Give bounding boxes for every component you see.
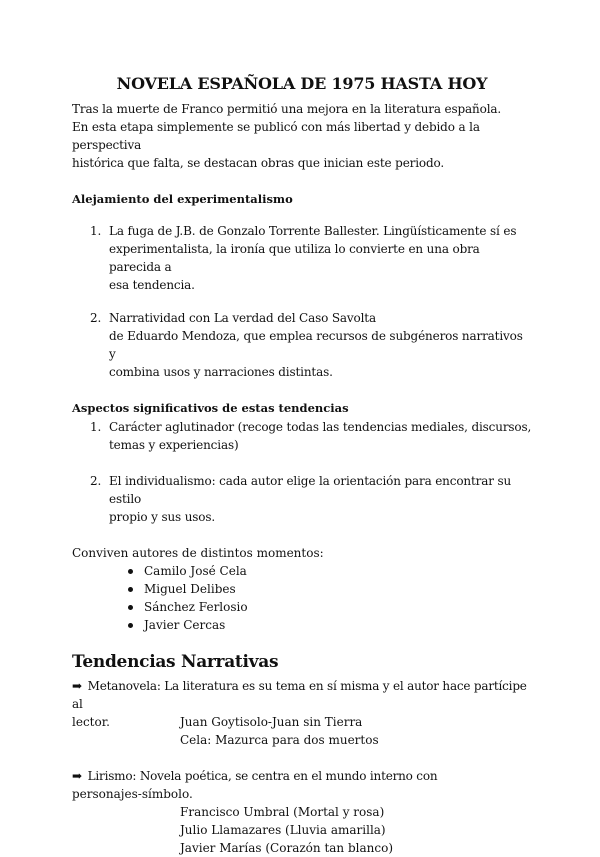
- lirismo-block: [72, 767, 532, 857]
- metanovela-block: [72, 677, 532, 749]
- work-item: Juan Goytisolo-Juan sin Tierra: [180, 715, 363, 729]
- intro-line: En esta etapa simplemente se publicó con más libertad y debido a la perspectiva: [72, 120, 480, 152]
- list-number: 1.: [90, 420, 102, 434]
- section-heading-tendencias: Tendencias Narrativas: [72, 652, 279, 672]
- aspectos-list: [72, 418, 532, 526]
- list-item-line: La fuga de J.B. de Gonzalo Torrente Ballester. Lingüísticamente sí es: [109, 224, 517, 238]
- author-item: [72, 598, 532, 616]
- intro-line: histórica que falta, se destacan obras que inician este periodo.: [72, 156, 445, 170]
- conviven-text: Conviven autores de distintos momentos:: [72, 546, 324, 560]
- lirismo-line: Lirismo: Novela poética, se centra en el mundo interno con: [87, 769, 438, 783]
- document-title: NOVELA ESPAÑOLA DE 1975 HASTA HOY: [116, 74, 488, 93]
- list-item-line: esa tendencia.: [109, 278, 195, 292]
- list-item-line: temas y experiencias): [109, 438, 239, 452]
- list-item-line: experimentalista, la ironía que utiliza lo convierte en una obra parecida a: [109, 242, 480, 274]
- list-item-line: combina usos y narraciones distintas.: [109, 365, 333, 379]
- list-item: [72, 472, 532, 526]
- intro-paragraph: [72, 100, 532, 172]
- list-number: 2.: [90, 311, 102, 325]
- authors-list: [72, 562, 532, 634]
- bullet-icon: [128, 569, 133, 574]
- list-item-line: Narratividad con La verdad del Caso Savolta: [109, 311, 376, 325]
- lirismo-line: personajes-símbolo.: [72, 787, 193, 801]
- experimentalismo-list: [72, 222, 532, 381]
- arrow-right-icon: ➡: [72, 679, 82, 693]
- list-item-line: Carácter aglutinador (recoge todas las tendencias mediales, discursos,: [109, 420, 532, 434]
- list-item: [72, 222, 532, 294]
- intro-line: Tras la muerte de Franco permitió una mejora en la literatura española.: [72, 102, 502, 116]
- list-item: [72, 418, 532, 454]
- list-item-line: El individualismo: cada autor elige la orientación para encontrar su estilo: [109, 474, 512, 506]
- document-page: [72, 72, 532, 857]
- list-item-line: de Eduardo Mendoza, que emplea recursos de subgéneros narrativos y: [109, 329, 523, 361]
- section-heading-experimentalismo: Alejamiento del experimentalismo: [72, 192, 293, 206]
- author-item: [72, 562, 532, 580]
- list-item-line: propio y sus usos.: [109, 510, 216, 524]
- section-heading-aspectos: Aspectos significativos de estas tendencias: [72, 401, 349, 415]
- author-item: [72, 580, 532, 598]
- work-item: Javier Marías (Corazón tan blanco): [180, 841, 393, 855]
- author-item: [72, 616, 532, 634]
- author-name: Sánchez Ferlosio: [144, 600, 248, 614]
- metanovela-line: Metanovela: La literatura es su tema en sí misma y el autor hace partícipe al: [72, 679, 527, 711]
- list-item: [72, 309, 532, 381]
- work-item: Francisco Umbral (Mortal y rosa): [180, 805, 385, 819]
- metanovela-lead: lector.: [72, 715, 110, 729]
- author-name: Camilo José Cela: [144, 564, 247, 578]
- work-item: Cela: Mazurca para dos muertos: [180, 733, 379, 747]
- work-item: Julio Llamazares (Lluvia amarilla): [180, 823, 386, 837]
- arrow-right-icon: ➡: [72, 769, 82, 783]
- bullet-icon: [128, 623, 133, 628]
- bullet-icon: [128, 605, 133, 610]
- author-name: Javier Cercas: [144, 618, 226, 632]
- list-number: 2.: [90, 474, 102, 488]
- list-number: 1.: [90, 224, 102, 238]
- bullet-icon: [128, 587, 133, 592]
- author-name: Miguel Delibes: [144, 582, 236, 596]
